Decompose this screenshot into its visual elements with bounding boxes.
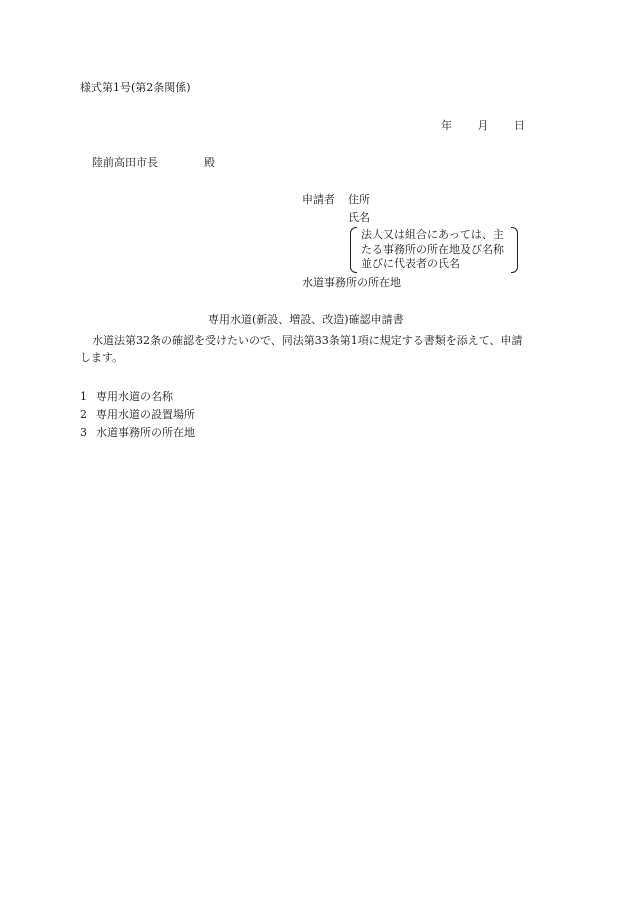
right-bracket xyxy=(511,227,518,273)
list-item xyxy=(80,388,195,406)
date-line xyxy=(441,120,525,131)
list-item xyxy=(80,406,195,424)
addressee-name: 陸前高田市長 xyxy=(92,156,158,169)
applicant-label: 申請者 xyxy=(302,193,335,206)
item-number: 1 xyxy=(80,390,87,403)
office-location-label: 水道事務所の所在地 xyxy=(302,276,401,289)
body-line: します。 xyxy=(80,351,124,364)
corporate-note-bracket xyxy=(350,226,518,272)
addressee xyxy=(92,157,215,168)
item-number: 3 xyxy=(80,426,87,439)
date-day-label: 日 xyxy=(514,119,525,132)
item-list xyxy=(80,388,195,442)
corporate-note-line: 法人又は組合にあっては、主 xyxy=(361,228,504,241)
item-text: 専用水道の名称 xyxy=(96,390,173,403)
application-body xyxy=(80,332,548,366)
corporate-note xyxy=(361,228,504,272)
name-label: 氏名 xyxy=(348,211,370,224)
form-number: 様式第1号(第2条関係) xyxy=(80,81,191,94)
date-month-label: 月 xyxy=(477,119,489,132)
body-line: 水道法第32条の確認を受けたいので、同法第33条第1項に規定する書類を添えて、申請 xyxy=(92,334,523,347)
list-item xyxy=(80,424,195,442)
address-label: 住所 xyxy=(348,193,370,206)
document-title: 専用水道(新設、増設、改造)確認申請書 xyxy=(208,313,404,326)
corporate-note-line: たる事務所の所在地及び名称 xyxy=(361,242,504,256)
item-text: 水道事務所の所在地 xyxy=(96,426,195,439)
date-year-label: 年 xyxy=(441,119,452,132)
addressee-honorific: 殿 xyxy=(204,156,215,169)
corporate-note-line: 並びに代表者の氏名 xyxy=(361,257,460,270)
left-bracket xyxy=(350,227,357,273)
item-number: 2 xyxy=(80,408,87,421)
item-text: 専用水道の設置場所 xyxy=(96,408,195,421)
